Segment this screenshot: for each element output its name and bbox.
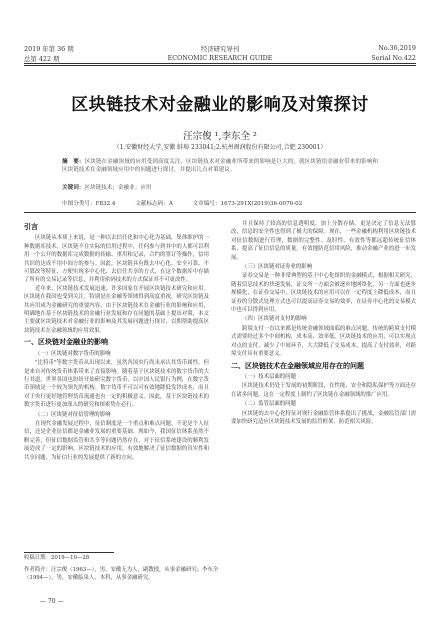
- journal-name: 经济研究导刊: [200, 45, 240, 53]
- classification-line: [62, 199, 400, 207]
- body-paragraph: 在现代金融发展过程中，征信制度是一个重点和难点问题，不论是个人征信，还是企业征信都是金融业发展的重要基础。现如今，我国征信体系虽然不断完善，但征信数据监管和共享等问题仍然存在，对于征信系统建设的顺利发展造成了一定的影响。区块链技术的应用，有效地解决了征信数据的真实性和共享问题，为征信行业的发展提供了新的方向。: [24, 420, 209, 461]
- subsection-heading: （一）区块链对数字货币的影响: [35, 350, 111, 357]
- abstract-label: 摘 要：: [62, 159, 85, 165]
- abstract: [62, 158, 378, 174]
- subsection-heading: （一）技术层面的问题: [242, 373, 296, 380]
- left-column: [24, 220, 209, 462]
- document-code: 文献标志码：A: [135, 201, 173, 207]
- journal-name-en: ECONOMIC RESEARCH GUIDE: [167, 54, 273, 62]
- body-paragraph: 并且保持了较高的信息透明度，加上分散存储，更是决定了信息无法篡改，信息的安全性也得到了极大的保障。现在，一些金融机构利用区块链技术对征信数据进行管理，数据的完整性、及时性、有效性等都远超传统征信体系，提高了征信信息的质量，有效地防范信用风险，推动金融产业的进一步发展。: [231, 221, 416, 261]
- page-number: — 70 —: [40, 598, 64, 605]
- body-paragraph: 近年来，区块链技术发展迅速，许多国家在开展区块链技术研究和应用。区块链在我国也受到关注，特别是在金融等领域得到高度重视，研究区块链及其应用成为金融研究的重要内容。由于区块链技术在金融行业的影响和应用，明确地在基于区块链技术的金融行业发展和存在问题的基础上提出对策，本文主要就区块链技术对金融行业的影响及其发展问题进行探讨，以期帮助提高区块链技术在金融领域的应用效果。: [24, 285, 209, 334]
- author-bio: 作者简介：汪宗俊（1963—），男，安徽无为人，副教授，从事金融研究；李东全（1994—），男，安徽临泉人，本科，从事金融研究。: [24, 567, 219, 581]
- subsection-heading: （二）区块链对征信管理的影响: [35, 411, 111, 418]
- intro-heading: 引言: [24, 223, 38, 231]
- serial-label: 总第 422 期: [24, 55, 60, 63]
- body-paragraph: 区块链技术仍处于发展的初期阶段，在性能、安全和隐私保护等方面还存在诸多问题，这在一定程度上制约了区块链在金融领域的推广应用。: [231, 383, 416, 398]
- body-paragraph: "比特币"等数字货币从出现以来，虽然各国央行尚未承认其货币属性，但是来自对传统货币体系带来了直接影响。随着基于区块链技术的数字货币的大行其道，世界各国也纷纷开始研究数字货币，以中国人民银行为例，在数字货币领域是一个较为领先的机构。数字货币不可以可有效地降低发钞成本，而且对于央行更好地管理货币流通也有一定的积极意义。因此，基于区块链技术的数字货币进行更加深入的研究和探索势在必行。: [24, 360, 209, 409]
- section-heading: 一、区块链对金融业的影响: [24, 338, 108, 347]
- abstract-rule: [24, 212, 416, 213]
- body-paragraph: 区块链从本质上来说，是一种以去信任化和中心化为基础，集体维护的一种数据库技术。区块链不在实际的信用过程中，任何参与到其中的人都可以利用一个公开的数据库完成数据的传输、重用和记录，合约的签订等操作，信用共识的达成不用中间方的参与。因此，区块链具有既去中心化、安全可靠、不可篡改等特征，方便实现多中心化、去信任共享的方式，在这个数据库中存储了所有的交易记录等信息，并利用密码技术的方式保证其不可更改性。: [24, 235, 209, 284]
- body-paragraph: 跨境支付一直以来都是传统金融领域面临的难点问题。传统的跨境支付模式需要经过多个中间机构，成本高、效率低。区块链技术的应用，可以实现点对点的支付，减少了中间环节，大大降低了交易成本，提高了支付效率，对跨境支付具有重要意义。: [231, 325, 416, 358]
- body-paragraph: 区块链的去中心化特征对现行金融监管体系提出了挑战，金融监管部门需要加快研究适应区块链技术发展的监管框架，防范相关风险。: [231, 410, 416, 425]
- issue-number-en: No.36,2019: [378, 44, 416, 52]
- header-rule: [24, 63, 416, 64]
- subsection-heading: （三）区块链对证券业的影响: [242, 264, 313, 271]
- keywords: [62, 183, 378, 191]
- article-number: 文章编号：1673-291X(2019)36-0070-02: [192, 201, 303, 207]
- serial-number-en: Serial No.422: [371, 54, 416, 62]
- section-heading: 二、区块链技术在金融领域应用存在的问题: [231, 361, 364, 370]
- issue-label: 2019 年第 36 期: [24, 45, 74, 53]
- author-affiliation: （1.安徽财经大学,安徽 蚌埠 233041;2.杭州闽润股份有限公司,合肥 230001）: [113, 144, 327, 151]
- clc-number: 中图分类号：F832.4: [62, 201, 116, 207]
- article-title: 区块链技术对金融业的影响及对策探讨: [71, 95, 369, 115]
- keywords-text: 区块链技术；金融业；应用: [84, 185, 152, 191]
- received-date: 收稿日期：2019—10—28: [24, 555, 90, 561]
- header-rule-thin: [24, 65, 416, 66]
- subsection-heading: （四）区块链对支付的影响: [242, 316, 307, 323]
- article-authors: 汪宗俊 ¹,李东全 ²: [183, 131, 257, 142]
- footnote-rule: [24, 552, 114, 553]
- body-paragraph: 证券交易是一种非常典型的基于中心化组织的金融模式，根据相关研究，随着信息技术的快速发展，证交所一方面会被逐步地网络化，另一方面也逐步规模化，在证券交易中，区块链技术的应用可以在一定程度上降低成本，而且证券的分散式处理方式也可以提高证券交易的效率，在证券中心化的交易模式中也可以得到应用。: [231, 273, 416, 314]
- abstract-text: 区块链在金融领域的应用受到高度关注，区块链技术对金融业所带来的影响是巨大的，就区块链给金融业带来的影响和区块链技术在金融领域应用中的问题进行探讨，并提出几点对策建议。: [62, 159, 378, 174]
- right-column: [231, 220, 416, 426]
- keywords-label: 关键词：: [62, 185, 85, 191]
- subsection-heading: （二）监管层面的问题: [242, 401, 296, 408]
